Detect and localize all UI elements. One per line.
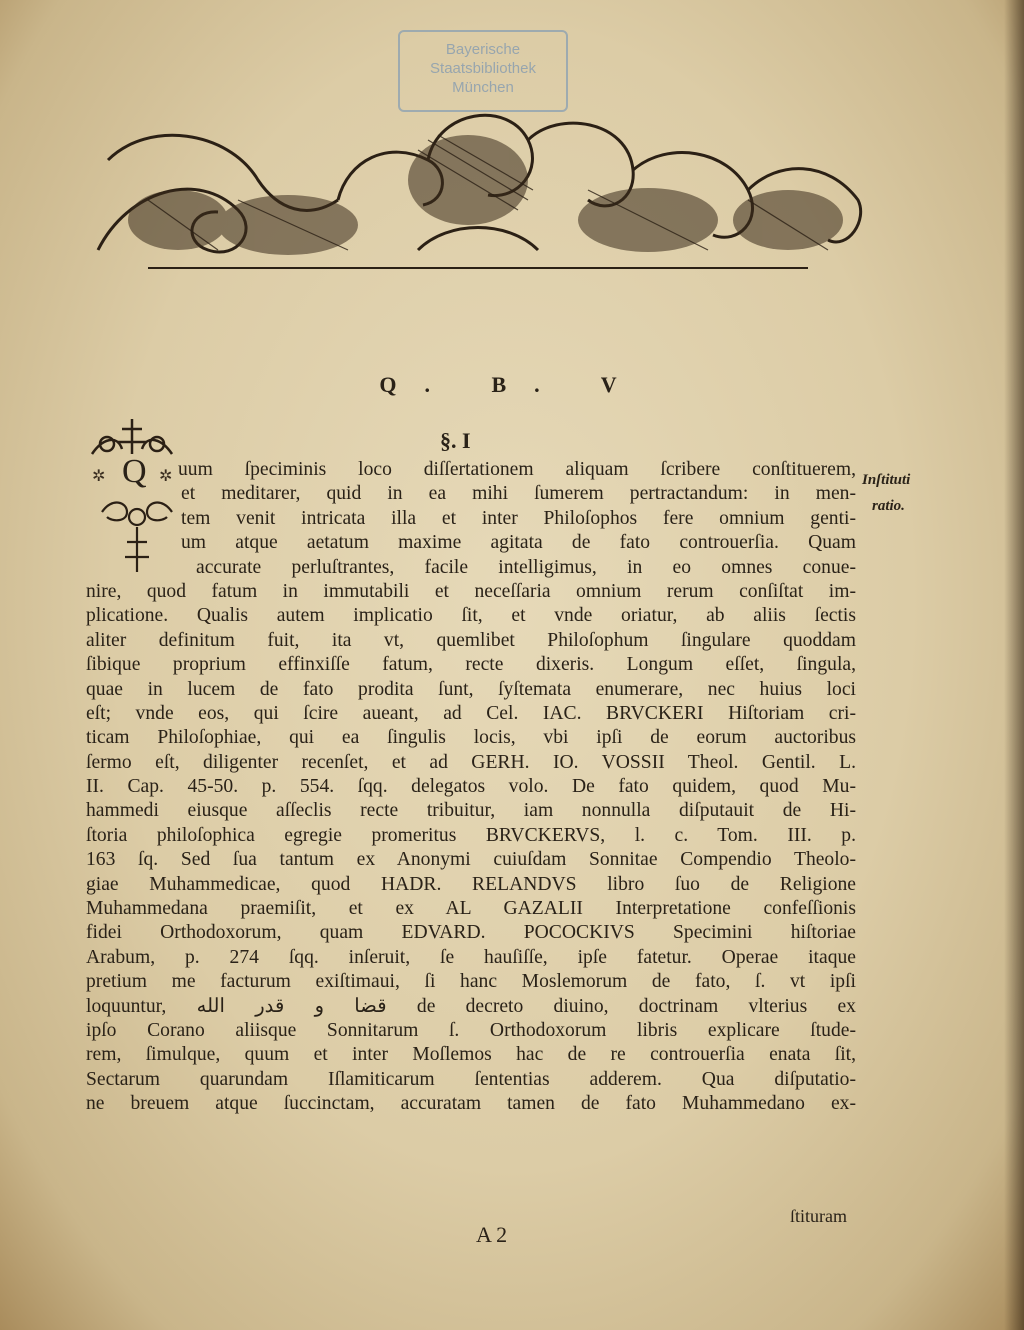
text-line: ticam Philoſophiae, qui ea ſingulis locis, vbi ipſi de eorum auctoribus: [86, 727, 856, 749]
catchword: ſtituram: [790, 1206, 847, 1226]
margin-note: Inſtituti: [862, 472, 911, 488]
heading-qbv: Q. B. V: [379, 372, 645, 397]
stamp-line-1: Bayerische: [445, 41, 521, 58]
text-line: rem, ſimulque, quum et inter Moſlemos hac de re controuerſia enata ſit,: [86, 1044, 856, 1066]
text-line: hammedi eiusque aſſeclis recte tribuitur, iam nonnulla diſputauit de Hi-: [86, 800, 856, 822]
drop-initial: Q: [122, 453, 147, 490]
text-line: et meditarer, quid in ea mihi ſumerem pertractandum: in men-: [181, 483, 856, 505]
text-line: nire, quod fatum in immutabili et neceſſaria omnium rerum conſiſtat im-: [86, 580, 856, 602]
margin-note: ratio.: [872, 498, 905, 514]
page-edge-shadow: [1004, 0, 1024, 1330]
text-line: ſermo eſt, diligenter recenſet, et ad GERH. IO. VOSSII Theol. Gentil. L.: [86, 751, 856, 773]
section-mark: §. I: [440, 428, 471, 453]
asterism-icon: ✲: [159, 468, 173, 485]
text-line: ſibique proprium effinxiſſe fatum, recte dixeris. Longum eſſet, ſingula,: [86, 654, 856, 676]
text-line: quae in lucem de fato prodita ſunt, ſyſtemata enumerare, nec huius loci: [86, 678, 856, 700]
text-line: aliter definitum fuit, ita vt, quemlibet Philoſophum ſingulare quoddam: [86, 629, 856, 651]
text-line: loquuntur, قضا و قدر الله de decreto diuino, doctrinam vlterius ex: [86, 995, 856, 1017]
text-line: accurate perluſtrantes, facile intelligimus, in eo omnes conue-: [196, 556, 856, 578]
text-line: Arabum, p. 274 ſqq. inſeruit, ſe hauſiſſe, ipſe fatetur. Operae itaque: [86, 946, 856, 968]
stamp-line-2: Staatsbibliothek: [430, 60, 536, 77]
text-line: II. Cap. 45-50. p. 554. ſqq. delegatos volo. De fato quidem, quod Mu-: [86, 776, 856, 798]
asterism-icon: ✲: [92, 468, 106, 485]
text-line: ſtoria philoſophica egregie promeritus BRVCKERVS, l. c. Tom. III. p.: [86, 824, 856, 846]
body-text: [86, 458, 856, 1117]
text-line: ne breuem atque ſuccinctam, accuratam tamen de fato Muhammedano ex-: [86, 1093, 856, 1115]
text-line: eſt; vnde eos, qui ſcire aueant, ad Cel. IAC. BRVCKERI Hiſtoriam cri-: [86, 702, 856, 724]
text-line: 163 ſq. Sed ſua tantum ex Anonymi cuiuſdam Sonnitae Compendio Theolo-: [86, 849, 856, 871]
text-line: pretium me facturum exiſtimaui, ſi hanc Moslemorum de fato, ſ. vt ipſi: [86, 971, 856, 993]
text-line: Muhammedana praemiſit, et ex AL GAZALII Interpretatione confeſſionis: [86, 898, 856, 920]
text-line: um atque aetatum maxime agitata de fato controuerſia. Quam: [181, 532, 856, 554]
signature-mark: A 2: [476, 1222, 508, 1247]
text-line: plicatione. Qualis autem implicatio ſit, et vnde oriatur, ab aliis ſectis: [86, 605, 856, 627]
text-line: giae Muhammedicae, quod HADR. RELANDVS libro ſuo de Religione: [86, 873, 856, 895]
stamp-line-3: München: [452, 79, 514, 96]
text-line: uum ſpeciminis loco diſſertationem aliquam ſcribere conſtituerem,: [178, 459, 856, 480]
text-line: Sectarum quarundam Iſlamiticarum ſententias adderem. Qua diſputatio-: [86, 1068, 856, 1090]
text-line: fidei Orthodoxorum, quam EDVARD. POCOCKIVS Specimini hiſtoriae: [86, 922, 856, 944]
text-line: ipſo Corano aliisque Sonnitarum ſ. Orthodoxorum libris explicare ſtude-: [86, 1019, 856, 1041]
headpiece-ornament-icon: [88, 100, 868, 280]
text-line: tem venit intricata illa et inter Philoſophos fere omnium genti-: [181, 507, 856, 529]
